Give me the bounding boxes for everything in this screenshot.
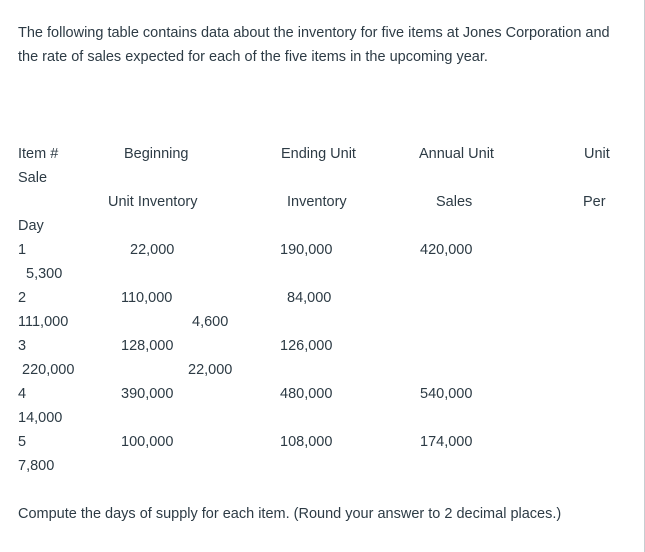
row-annual: 420,000	[420, 242, 473, 258]
intro-text: The following table contains data about the inventory for five items at Jones Corporation and the rate of sales expected for each of the five items in the upcoming year.	[18, 25, 610, 65]
header-perday: Unit	[584, 146, 610, 162]
header-annual-sub: Sales	[436, 194, 473, 210]
row-ending: 190,000	[280, 242, 333, 258]
header-item-sale: Sale	[18, 170, 48, 186]
row-beginning: 100,000	[121, 434, 174, 450]
question-text: Compute the days of supply for each item. (Round your answer to 2 decimal places.)	[18, 506, 562, 522]
header-ending-sub: Inventory	[287, 194, 347, 210]
row-item: 1	[18, 242, 27, 258]
row-beginning: 128,000	[121, 338, 174, 354]
row-annual: 174,000	[420, 434, 473, 450]
header-ending: Ending Unit	[281, 146, 356, 162]
row-beginning: 22,000	[130, 242, 175, 258]
row-per-day: 5,300	[26, 266, 63, 282]
header-item: Item #	[18, 146, 59, 162]
row-item: 3	[18, 338, 27, 354]
row-item: 4	[18, 386, 27, 402]
row-item: 2	[18, 290, 27, 306]
row-beginning: 110,000	[121, 290, 173, 306]
row-per-day: 14,000	[18, 410, 63, 426]
row-ending: 126,000	[280, 338, 333, 354]
header-annual: Annual Unit	[419, 146, 494, 162]
row-ending: 108,000	[280, 434, 333, 450]
row-ending: 480,000	[280, 386, 333, 402]
row-annual: 540,000	[420, 386, 473, 402]
row-beginning: 390,000	[121, 386, 174, 402]
header-item-day: Day	[18, 218, 44, 234]
row-per-day: 7,800	[18, 458, 55, 474]
row-item: 5	[18, 434, 27, 450]
row-ending: 84,000	[287, 290, 332, 306]
row-annual: 220,000	[22, 362, 75, 378]
header-perday-sub: Per	[583, 194, 606, 210]
row-annual: 111,000	[18, 314, 69, 330]
row-per-day: 22,000	[188, 362, 233, 378]
header-beginning: Beginning	[124, 146, 189, 162]
header-beginning-sub: Unit Inventory	[108, 194, 198, 210]
row-per-day: 4,600	[192, 314, 229, 330]
